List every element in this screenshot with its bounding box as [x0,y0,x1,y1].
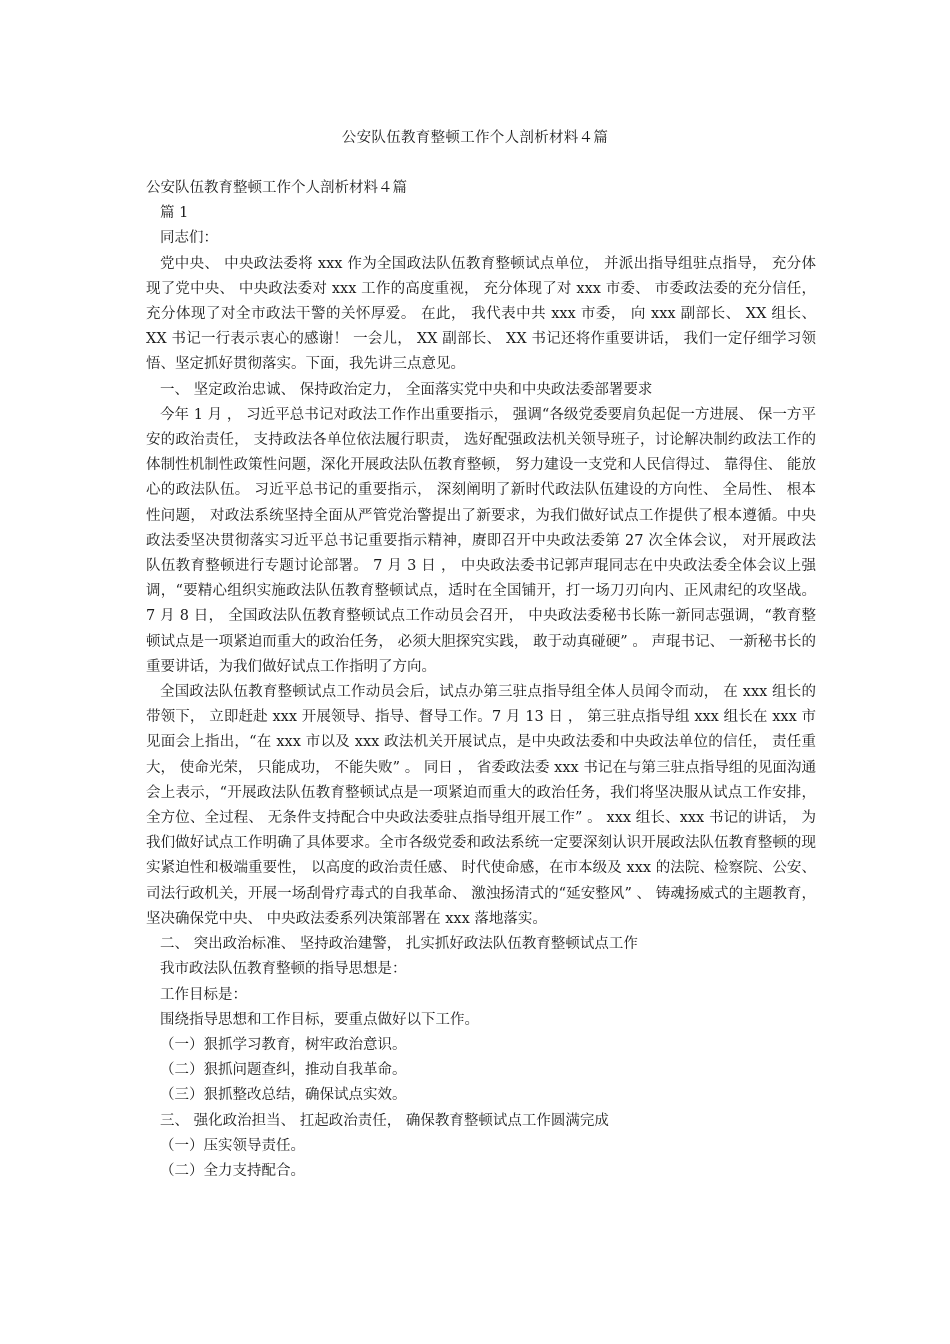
paragraph: （三）狠抓整改总结，确保试点实效。 [160,1087,407,1104]
paragraph: （一）压实领导责任。 [160,1137,305,1154]
paragraph: 篇 1 [160,205,189,222]
paragraph: 同志们： [160,230,218,247]
paragraph: 今年 1 月 ， 习近平总书记对政法工作作出重要指示， 强调“各级党委要肩负起促一方进展、 保一方平安的政治责任， 支持政法各单位依法履行职责， 选好配强政法机关领导班子，讨论解决制约政法工作的体制性机制性政策性问题，深化开展政法队伍教育整顿， 努力建设一支党和人民信得过、 靠得住、 能放心的政法队伍。 习近平总书记的重要指示， 深刻阐明了新时代政法队伍建设的方向性、 全局性、 根本性问题， 对政法系统坚持全面从严管党治警提出了新要求，为我们做好试点工作提供了根本遵循。中央政法委坚决贯彻落实习近平总书记重要指示精神，赓即召开中央政法委第 27 次全体会议， 对开展政法队伍教育整顿进行专题讨论部署。 7 月 3 日 ， 中央政法委书记郭声琨同志在中央政法委全体会议上强调，“要精心组织实施政法队伍教育整顿试点，适时在全国铺开，打一场刀刃向内、正风肃纪的攻坚战。 7 月 8 日， 全国政法队伍教育整顿试点工作动员会召开， 中央政法委秘书长陈一新同志强调，“教育整顿试点是一项紧迫而重大的政治任务， 必须大胆探究实践， 敢于动真碰硬” 。 声琨书记、 一新秘书长的重要讲话，为我们做好试点工作指明了方向。 [146,406,816,675]
paragraph: （二）狠抓问题查纠，推动自我革命。 [160,1062,407,1079]
paragraph: （一）狠抓学习教育，树牢政治意识。 [160,1036,407,1053]
paragraph: 我市政法队伍教育整顿的指导思想是： [160,961,407,978]
paragraph: 全国政法队伍教育整顿试点工作动员会后，试点办第三驻点指导组全体人员闻令而动， 在 xxx 组长的带领下， 立即赶赴 xxx 开展领导、指导、督导工作。7 月 13 日 ， 第三驻点指导组 xxx 组长在 xxx 市见面会上指出，“在 xxx 市以及 xxx 政法机关开展试点，是中央政法委和中央政法单位的信任， 责任重大， 使命光荣， 只能成功， 不能失败” 。 同日 ， 省委政法委 xxx 书记在与第三驻点指导组的见面沟通会上表示，“开展政法队伍教育整顿试点是一项紧迫而重大的政治任务，我们将坚决服从试点工作安排，全方位、全过程、 无条件支持配合中央政法委驻点指导组开展工作” 。 xxx 组长、xxx 书记的讲话， 为我们做好试点工作明确了具体要求。全市各级党委和政法系统一定要深刻认识开展政法队伍教育整顿的现实紧迫性和极端重要性， 以高度的政治责任感、 时代使命感，在市本级及 xxx 的法院、检察院、公安、司法行政机关，开展一场刮骨疗毒式的自我革命、 激浊扬清式的“延安整风” 、 铸魂扬威式的主题教育， 坚决确保党中央、 中央政法委系列决策部署在 xxx 落地落实。 [146,684,816,927]
paragraph: 围绕指导思想和工作目标，要重点做好以下工作。 [160,1011,479,1028]
document-body [146,176,816,1184]
paragraph: 一、 坚定政治忠诚、 保持政治定力， 全面落实党中央和中央政法委部署要求 [160,381,653,398]
document-title: 公安队伍教育整顿工作个人剖析材料４篇 [341,130,609,146]
paragraph: 二、 突出政治标准、 坚持政治建警， 扎实抓好政法队伍教育整顿试点工作 [160,936,638,953]
paragraph: 党中央、 中央政法委将 xxx 作为全国政法队伍教育整顿试点单位， 并派出指导组驻点指导， 充分体现了党中央、 中央政法委对 xxx 工作的高度重视， 充分体现了对 xxx 市委、 市委政法委的充分信任， 充分体现了对全市政法干警的关怀厚爱。 在此， 我代表中共 xxx 市委， 向 xxx 副部长、 XX 组长、 XX 书记一行表示衷心的感谢！ 一会儿， XX 副部长、 XX 书记还将作重要讲话， 我们一定仔细学习领悟、坚定抓好贯彻落实。下面，我先讲三点意见。 [146,255,816,373]
paragraph: 公安队伍教育整顿工作个人剖析材料４篇 [146,180,407,196]
paragraph: 三、 强化政治担当、 扛起政治责任， 确保教育整顿试点工作圆满完成 [160,1112,609,1129]
paragraph: （二）全力支持配合。 [160,1162,305,1179]
paragraph: 工作目标是： [160,986,247,1003]
